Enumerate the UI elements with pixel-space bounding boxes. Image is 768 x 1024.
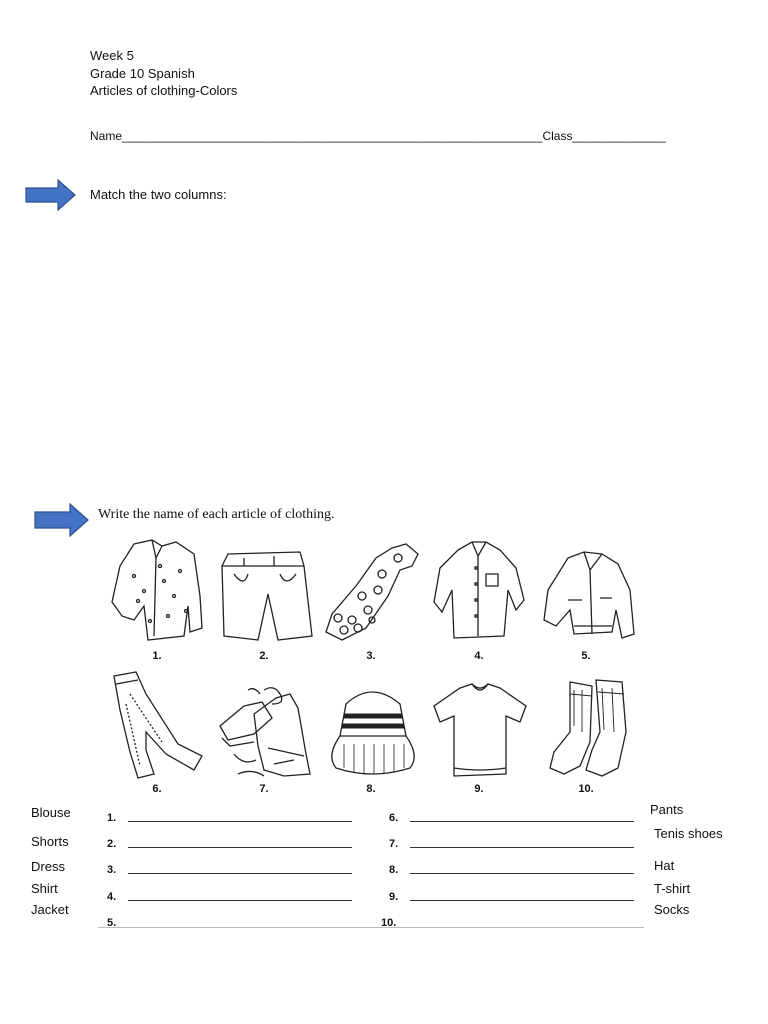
picture-number: 7.: [259, 783, 269, 795]
blouse-icon: [104, 536, 206, 644]
jacket-icon: [538, 550, 638, 644]
shirt-icon: [430, 538, 528, 642]
worksheet-divider: [98, 927, 644, 928]
picture-number: 2.: [259, 650, 269, 662]
word-right: Pants: [650, 802, 684, 817]
arrow-right-icon: [25, 179, 77, 211]
pants-icon: [106, 670, 208, 780]
t-shirt-icon: [430, 682, 530, 780]
word-left: Blouse: [31, 805, 71, 820]
answer-line[interactable]: [410, 900, 634, 901]
answer-line[interactable]: [128, 873, 352, 874]
word-right: Socks: [654, 902, 690, 917]
picture-number: 9.: [474, 783, 484, 795]
hat-icon: [322, 680, 424, 780]
answer-number: 5.: [107, 917, 117, 929]
document-header: [90, 47, 237, 100]
word-right: Hat: [654, 858, 675, 873]
grade-label: Grade 10 Spanish: [90, 65, 195, 81]
answer-line[interactable]: [410, 847, 634, 848]
answer-number: 4.: [107, 891, 117, 903]
word-left: Dress: [31, 859, 65, 874]
name-class-line: Name_______________________________________________________________Class______________: [90, 129, 666, 143]
picture-number: 8.: [366, 783, 376, 795]
arrow-right-icon: [34, 503, 90, 537]
topic-label: Articles of clothing-Colors: [90, 83, 238, 98]
answer-number: 6.: [389, 812, 399, 824]
picture-number: 5.: [581, 650, 591, 662]
week-label: Week 5: [90, 48, 134, 63]
answer-number: 1.: [107, 812, 117, 824]
write-instruction: Write the name of each article of clothing.: [98, 507, 335, 522]
picture-number: 4.: [474, 650, 484, 662]
word-left: Shirt: [31, 881, 58, 896]
match-instruction: Match the two columns:: [90, 187, 227, 202]
picture-number: 1.: [152, 650, 162, 662]
answer-line[interactable]: [128, 847, 352, 848]
answer-number: 2.: [107, 838, 117, 850]
word-right: T-shirt: [654, 881, 691, 896]
socks-icon: [540, 676, 638, 780]
word-left: Jacket: [31, 902, 69, 917]
answer-line[interactable]: [128, 821, 352, 822]
word-right: Tenis shoes: [654, 826, 723, 841]
answer-number: 10.: [381, 917, 397, 929]
answer-number: 7.: [389, 838, 399, 850]
shorts-icon: [214, 548, 314, 644]
answer-line[interactable]: [410, 873, 634, 874]
answer-line[interactable]: [410, 821, 634, 822]
answer-line[interactable]: [128, 900, 352, 901]
answer-number: 3.: [107, 864, 117, 876]
tennis-shoes-icon: [214, 684, 314, 782]
picture-number: 6.: [152, 783, 162, 795]
answer-number: 8.: [389, 864, 399, 876]
dress-icon: [322, 540, 424, 644]
answer-number: 9.: [389, 891, 399, 903]
word-left: Shorts: [31, 834, 69, 849]
picture-number: 10.: [578, 783, 594, 795]
picture-number: 3.: [366, 650, 376, 662]
